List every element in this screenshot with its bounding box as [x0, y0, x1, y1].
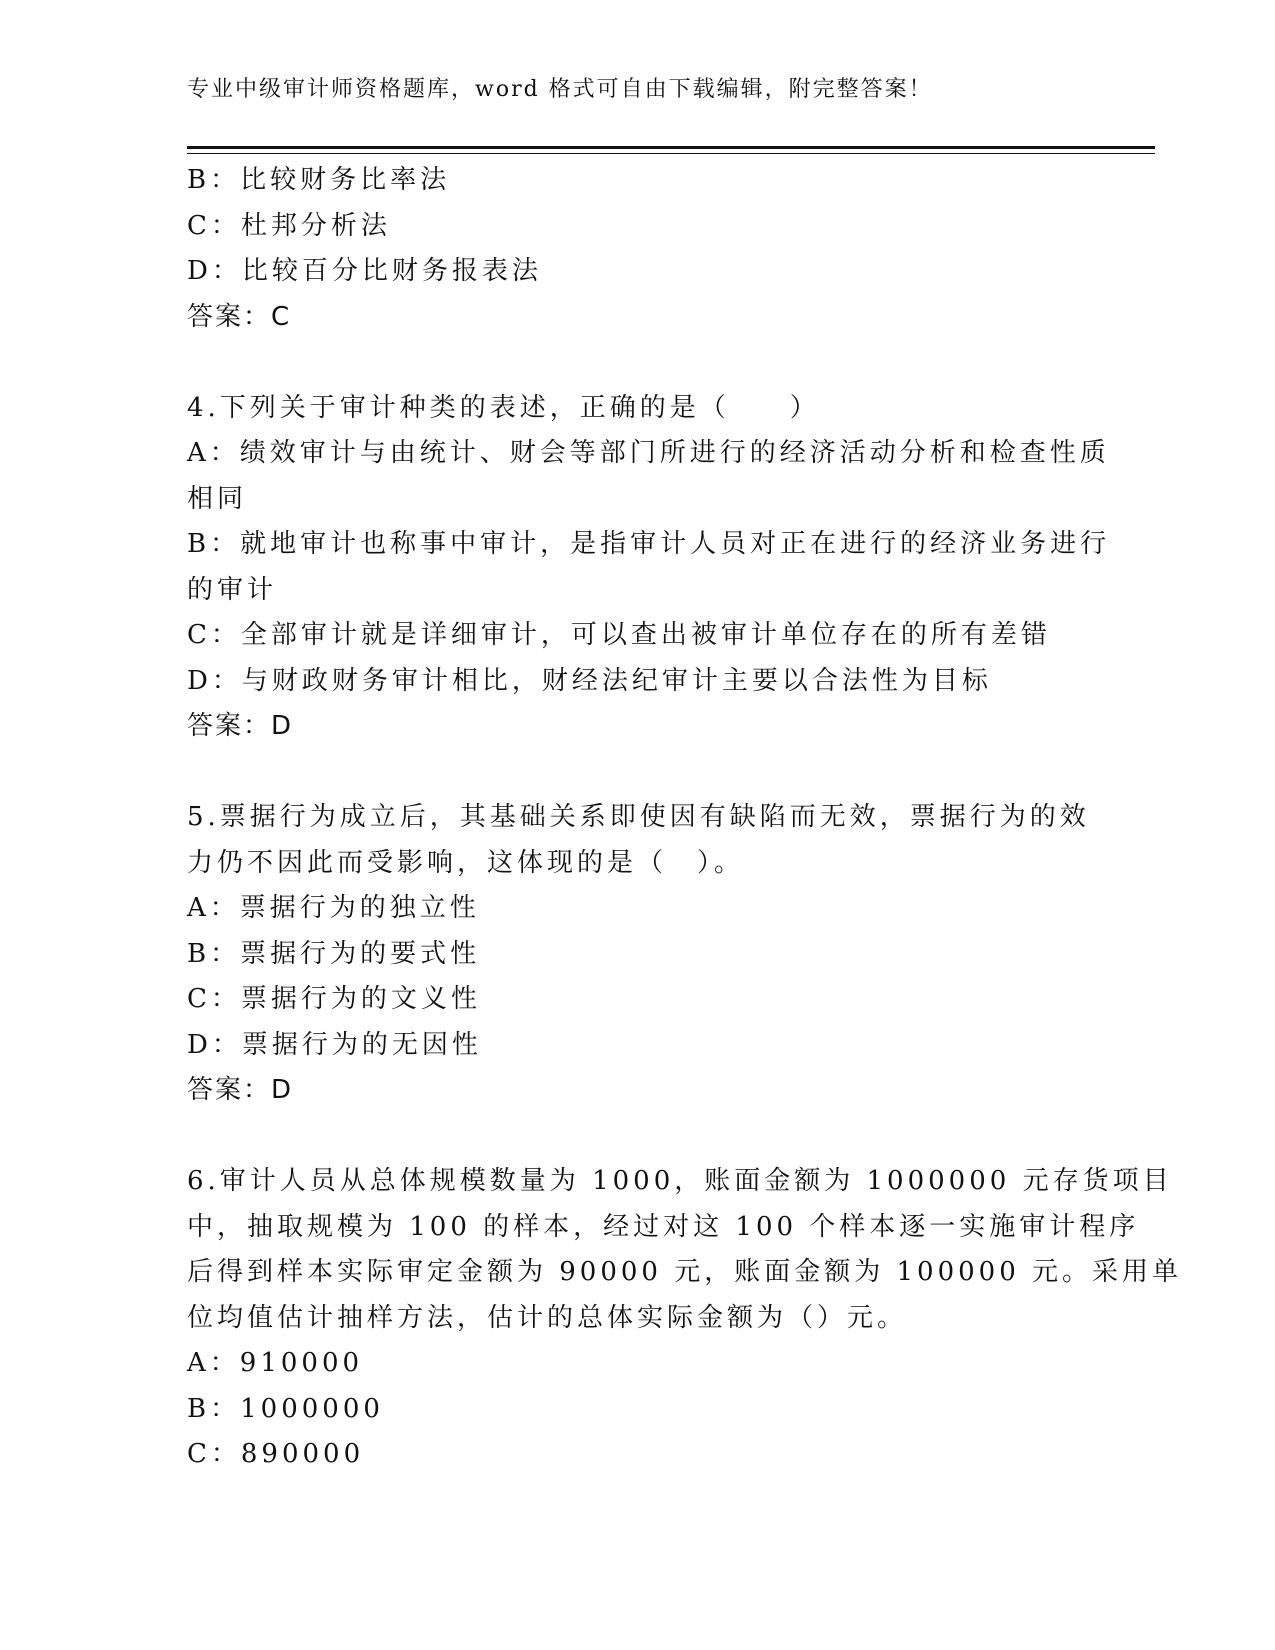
- q4-option-b-line1: B：就地审计也称事中审计，是指审计人员对正在进行的经济业务进行: [187, 529, 1111, 559]
- spacer: [187, 1114, 1087, 1160]
- q5-answer: 答案：D: [187, 1075, 294, 1105]
- spacer: [187, 750, 1087, 796]
- q4-answer: 答案：D: [187, 711, 294, 741]
- q5-stem-line1: 5.票据行为成立后，其基础关系即使因有缺陷而无效，票据行为的效: [187, 802, 1090, 832]
- spacer: [187, 340, 1087, 386]
- q6-option-b: B：1000000: [187, 1393, 384, 1424]
- q6-option-a: A：910000: [187, 1348, 364, 1378]
- q6-stem-line2: 中，抽取规模为 100 的样本，经过对这 100 个样本逐一实施审计程序: [187, 1211, 1140, 1242]
- q4-option-a-line1: A：绩效审计与由统计、财会等部门所进行的经济活动分析和检查性质: [187, 438, 1110, 468]
- q5-stem-line2: 力仍不因此而受影响，这体现的是（ ）。: [187, 847, 745, 878]
- q3-option-d: D：比较百分比财务报表法: [187, 256, 542, 286]
- q4-stem: 4.下列关于审计种类的表述，正确的是（ ）: [187, 392, 820, 423]
- q5-option-d: D：票据行为的无因性: [187, 1029, 482, 1060]
- header-rule-thin: [187, 153, 1155, 154]
- q6-stem-line3: 后得到样本实际审定金额为 90000 元，账面金额为 100000 元。采用单: [187, 1257, 1183, 1287]
- q6-option-c: C：890000: [187, 1439, 365, 1469]
- question-content: [187, 158, 1183, 1478]
- header-rule-thick: [187, 146, 1155, 149]
- q6-stem-line1: 6.审计人员从总体规模数量为 1000，账面金额为 1000000 元存货项目: [187, 1166, 1173, 1196]
- q4-option-b-line2: 的审计: [187, 574, 278, 605]
- q4-option-d: D：与财政财务审计相比，财经法纪审计主要以合法性为目标: [187, 665, 992, 696]
- page-header: 专业中级审计师资格题库，word 格式可自由下载编辑，附完整答案！: [187, 77, 933, 102]
- q4-option-a-line2: 相同: [187, 483, 248, 514]
- q6-stem-line4: 位均值估计抽样方法，估计的总体实际金额为（）元。: [187, 1302, 908, 1333]
- q5-option-a: A：票据行为的独立性: [187, 893, 480, 923]
- q3-option-c: C：杜邦分析法: [187, 210, 391, 241]
- q5-option-c: C：票据行为的文义性: [187, 984, 481, 1014]
- q3-option-b: B：比较财务比率法: [187, 165, 451, 195]
- q3-answer: 答案：C: [187, 301, 292, 332]
- q5-option-b: B：票据行为的要式性: [187, 938, 481, 969]
- q4-option-c: C：全部审计就是详细审计，可以查出被审计单位存在的所有差错: [187, 620, 1051, 650]
